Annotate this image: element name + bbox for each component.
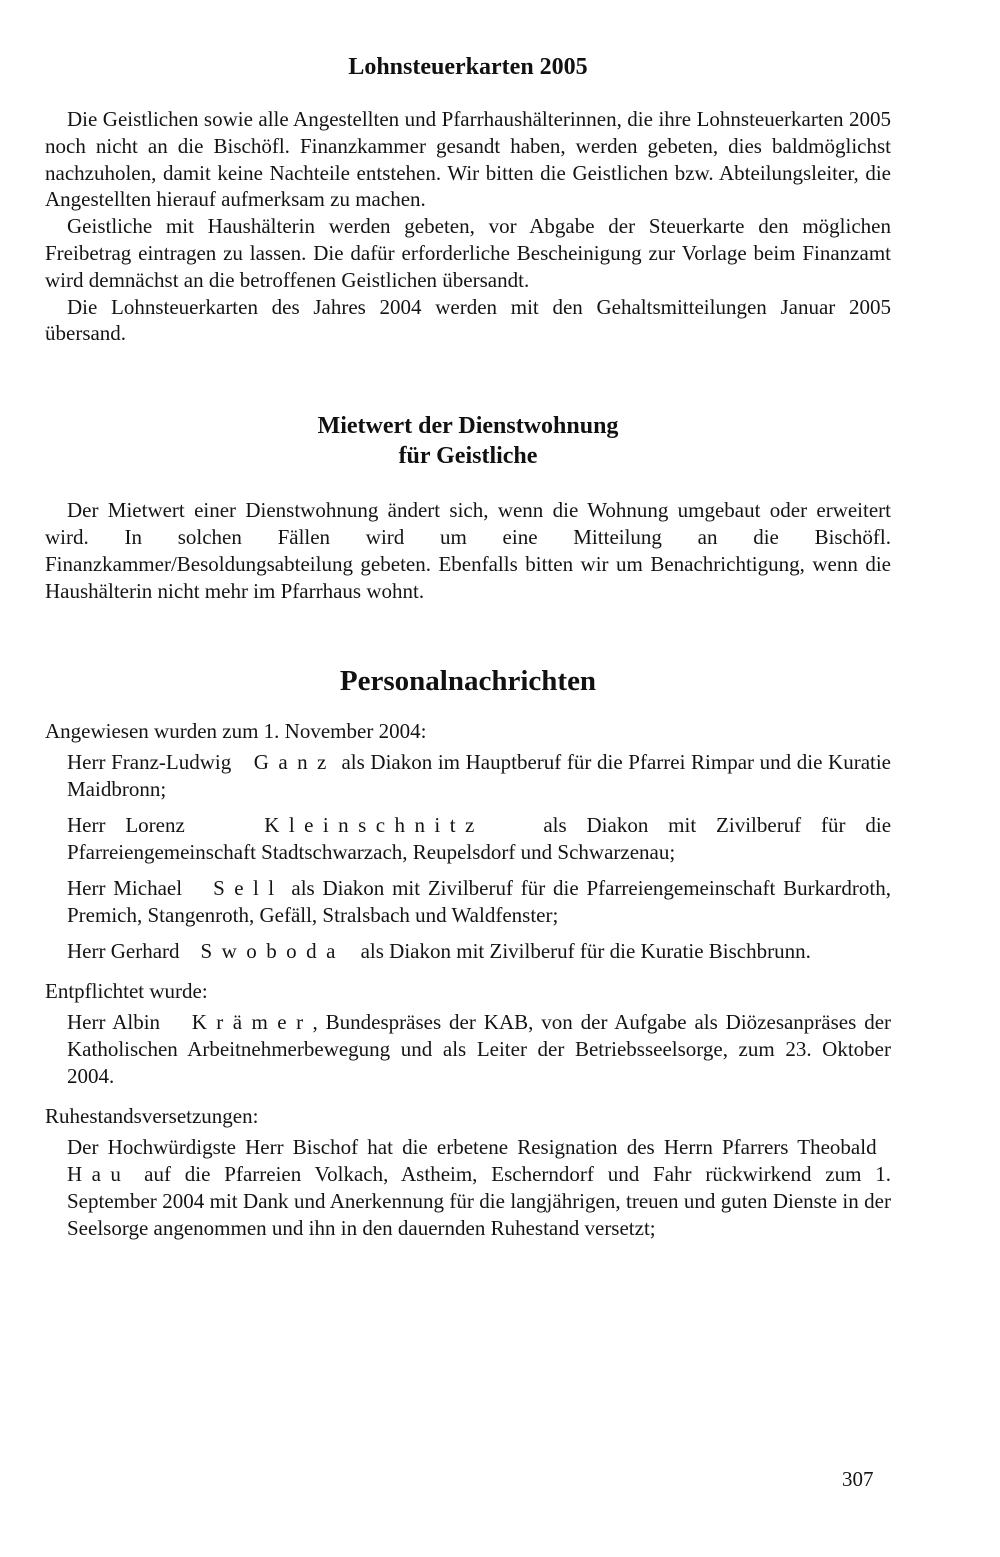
entry-post: als Diakon mit Zivilberuf für die Pfarreiengemeinschaft Burkardroth, Premich, Stangenroth, Gefäll, Stralsbach und Waldfenster; xyxy=(67,876,892,928)
entry-pre: Herr Gerhard xyxy=(67,939,180,964)
person-name-kraemer: Krämer xyxy=(191,1010,313,1035)
entry-kleinschnitz xyxy=(67,812,891,866)
paragraph-mietwert: Der Mietwert einer Dienstwohnung ändert sich, wenn die Wohnung umgebaut oder erweitert wird. In solchen Fällen wird um eine Mitteilung an die Bischöfl. Finanzkammer/Besoldungsabteilung gebeten. Ebenfalls bitten wir um Benachrichtigung, wenn die Haushälterin nicht mehr im Pfarrhaus wohnt. xyxy=(45,498,891,603)
entry-post: als Diakon im Hauptberuf für die Pfarrei Rimpar und die Kuratie Maidbronn; xyxy=(67,750,891,802)
person-name-swoboda: Swoboda xyxy=(200,939,345,964)
paragraph-lohnsteuer-3: Die Lohnsteuerkarten des Jahres 2004 werden mit den Gehaltsmitteilungen Januar 2005 übersand. xyxy=(45,294,891,346)
entry-kraemer xyxy=(67,1009,891,1090)
label-entpflichtet: Entpflichtet wurde: xyxy=(45,979,208,1004)
label-angewiesen: Angewiesen wurden zum 1. November 2004: xyxy=(45,719,427,744)
heading-personalnachrichten: Personalnachrichten xyxy=(339,665,597,698)
entry-post: als Diakon mit Zivilberuf für die Pfarreiengemeinschaft Stadtschwarzach, Reupelsdorf und Schwarzenau; xyxy=(67,813,892,865)
page-content xyxy=(45,52,891,1242)
entry-pre: Der Hochwürdigste Herr Bischof hat die erbetene Resignation des Herrn Pfarrers Theobald xyxy=(67,1135,877,1160)
entry-pre: Herr Michael xyxy=(67,876,183,901)
entry-pre: Herr Lorenz xyxy=(67,813,185,838)
entry-swoboda xyxy=(67,938,891,965)
person-name-sell: Sell xyxy=(213,876,284,901)
entry-hau xyxy=(67,1134,891,1242)
entry-post: als Diakon mit Zivilberuf für die Kuratie Bischbrunn. xyxy=(360,939,811,964)
heading-mietwert-line2: für Geistliche xyxy=(398,443,538,470)
heading-lohnsteuerkarten: Lohnsteuerkarten 2005 xyxy=(348,54,588,80)
entry-pre: Herr Franz-Ludwig xyxy=(67,750,232,775)
entry-post: auf die Pfarreien Volkach, Astheim, Escherndorf und Fahr rückwirkend zum 1. September 2004 mit Dank und Anerkennung für die langjährigen, treuen und guten Dienste in der Seelsorge angenommen und ihn in den dauernden Ruhestand versetzt; xyxy=(67,1162,891,1241)
entry-ganz xyxy=(67,749,891,803)
heading-mietwert xyxy=(45,411,891,471)
person-name-ganz: Ganz xyxy=(253,750,336,775)
entry-sell xyxy=(67,875,891,929)
entry-pre: Herr Albin xyxy=(67,1010,161,1035)
heading-mietwert-line1: Mietwert der Dienstwohnung xyxy=(317,413,619,440)
paragraph-lohnsteuer-1: Die Geistlichen sowie alle Angestellten und Pfarrhaushälterinnen, die ihre Lohnsteuerkarten 2005 noch nicht an die Bischöfl. Finanzkammer gesandt haben, werden gebeten, dies baldmöglichst nachzuholen, damit keine Nachteile entstehen. Wir bitten die Geistlichen bzw. Abteilungsleiter, die Angestellten hierauf aufmerksam zu machen. xyxy=(45,107,891,212)
paragraph-lohnsteuer-2: Geistliche mit Haushälterin werden gebeten, vor Abgabe der Steuerkarte den möglichen Freibetrag eintragen zu lassen. Die dafür erforderliche Bescheinigung zur Vorlage beim Finanzamt wird demnächst an die betroffenen Geistlichen übersandt. xyxy=(45,214,891,292)
entry-post: , Bundespräses der KAB, von der Aufgabe als Diözesanpräses der Katholischen Arbeitnehmerbewegung und als Leiter der Betriebsseelsorge, zum 23. Oktober 2004. xyxy=(67,1010,892,1089)
person-name-hau: Hau xyxy=(67,1162,131,1187)
page-number: 307 xyxy=(842,1467,874,1491)
label-ruhestand: Ruhestandsversetzungen: xyxy=(45,1104,259,1129)
person-name-kleinschnitz: Kleinschnitz xyxy=(264,813,484,838)
